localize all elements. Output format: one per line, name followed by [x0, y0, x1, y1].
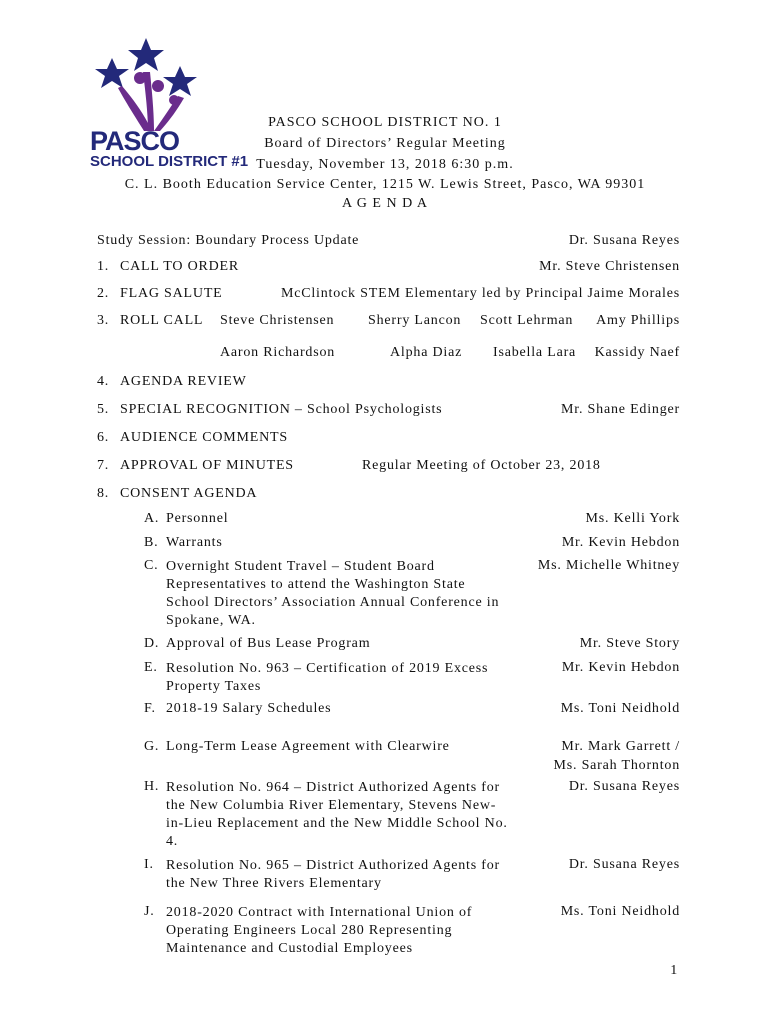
board-member-name: Scott Lehrman [480, 313, 574, 328]
consent-item-presenter: Dr. Susana Reyes [568, 857, 680, 872]
item-number: 6. [97, 430, 110, 445]
consent-letter: D. [144, 636, 160, 651]
consent-item-label: Approval of Bus Lease Program [166, 636, 371, 651]
board-member-name: Aaron Richardson [220, 345, 336, 360]
consent-letter: J. [144, 904, 155, 919]
study-session-label: Study Session: Boundary Process Update [97, 233, 360, 248]
item-number: 7. [97, 458, 110, 473]
star-icon [163, 66, 197, 96]
consent-item-label: Personnel [166, 511, 229, 526]
consent-item-label: Overnight Student Travel – Student Board Representatives to attend the Washington State School Directors’ Association Annual Conference in Spokane, WA. [166, 559, 500, 628]
consent-letter: C. [144, 558, 159, 573]
consent-item-presenter: Mr. Kevin Hebdon [561, 660, 680, 675]
item-number: 3. [97, 313, 110, 328]
meeting-location: C. L. Booth Education Service Center, 1215 W. Lewis Street, Pasco, WA 99301 [124, 177, 646, 192]
star-icon [95, 58, 129, 88]
board-member-name: Kassidy Naef [594, 345, 680, 360]
page-number: 1 [670, 963, 678, 978]
district-logo [88, 36, 249, 176]
consent-item-label: Resolution No. 964 – District Authorized Agents for the New Columbia River Elementary, Stevens New-in-Lieu Replacement and the New Middle School No. 4. [166, 780, 508, 849]
consent-item-presenter: Ms. Sarah Thornton [553, 758, 680, 773]
item-presenter: Mr. Shane Edinger [561, 402, 680, 417]
consent-letter: E. [144, 660, 158, 675]
consent-letter: A. [144, 511, 160, 526]
item-presenter: Mr. Steve Christensen [539, 259, 680, 274]
district-name: PASCO SCHOOL DISTRICT NO. 1 [268, 115, 502, 130]
consent-letter: G. [144, 739, 160, 754]
consent-item-presenter: Mr. Kevin Hebdon [561, 535, 680, 550]
logo-text-pasco: PASCO [90, 126, 180, 156]
item-agenda-review: AGENDA REVIEW [120, 374, 247, 389]
item-number: 1. [97, 259, 110, 274]
consent-item-presenter: Ms. Michelle Whitney [537, 558, 680, 573]
item-number: 8. [97, 486, 110, 501]
board-member-name: Alpha Diaz [390, 345, 463, 360]
consent-item-presenter: Mr. Mark Garrett / [561, 739, 680, 754]
board-member-name: Isabella Lara [493, 345, 577, 360]
consent-item-label: Warrants [166, 535, 223, 550]
item-flag-salute: FLAG SALUTE [120, 286, 223, 301]
consent-item-label: Resolution No. 965 – District Authorized Agents for the New Three Rivers Elementary [166, 858, 500, 891]
consent-item-presenter: Ms. Toni Neidhold [560, 701, 680, 716]
item-approval-of-minutes: APPROVAL OF MINUTES [120, 458, 294, 473]
consent-letter: H. [144, 779, 160, 794]
consent-item-presenter: Ms. Kelli York [585, 511, 680, 526]
item-consent-agenda: CONSENT AGENDA [120, 486, 258, 501]
meeting-title: Board of Directors’ Regular Meeting [264, 136, 506, 151]
item-detail: Regular Meeting of October 23, 2018 [362, 458, 601, 473]
consent-item-label: 2018-2020 Contract with International Union of Operating Engineers Local 280 Representing Maintenance and Custodial Employees [166, 905, 473, 956]
item-call-to-order: CALL TO ORDER [120, 259, 240, 274]
board-member-name: Amy Phillips [596, 313, 680, 328]
item-number: 5. [97, 402, 110, 417]
consent-item-label: 2018-19 Salary Schedules [166, 701, 332, 716]
star-icon [128, 38, 164, 71]
logo-text-district: SCHOOL DISTRICT #1 [90, 153, 249, 170]
item-audience-comments: AUDIENCE COMMENTS [120, 430, 288, 445]
consent-item-label: Resolution No. 963 – Certification of 2019 Excess Property Taxes [166, 661, 489, 694]
board-member-name: Steve Christensen [220, 313, 335, 328]
item-presenter: McClintock STEM Elementary led by Principal Jaime Morales [280, 286, 680, 301]
item-number: 4. [97, 374, 110, 389]
consent-letter: F. [144, 701, 156, 716]
consent-item-label: Long-Term Lease Agreement with Clearwire [166, 739, 450, 754]
consent-letter: I. [144, 857, 154, 872]
consent-item-presenter: Dr. Susana Reyes [568, 779, 680, 794]
consent-item-presenter: Mr. Steve Story [579, 636, 680, 651]
item-number: 2. [97, 286, 110, 301]
consent-letter: B. [144, 535, 159, 550]
item-special-recognition: SPECIAL RECOGNITION – School Psychologists [120, 402, 443, 417]
board-member-name: Sherry Lancon [368, 313, 462, 328]
consent-item-presenter: Ms. Toni Neidhold [560, 904, 680, 919]
agenda-title: A G E N D A [341, 196, 429, 211]
study-session-presenter: Dr. Susana Reyes [568, 233, 680, 248]
item-roll-call: ROLL CALL [120, 313, 204, 328]
meeting-datetime: Tuesday, November 13, 2018 6:30 p.m. [256, 157, 514, 172]
